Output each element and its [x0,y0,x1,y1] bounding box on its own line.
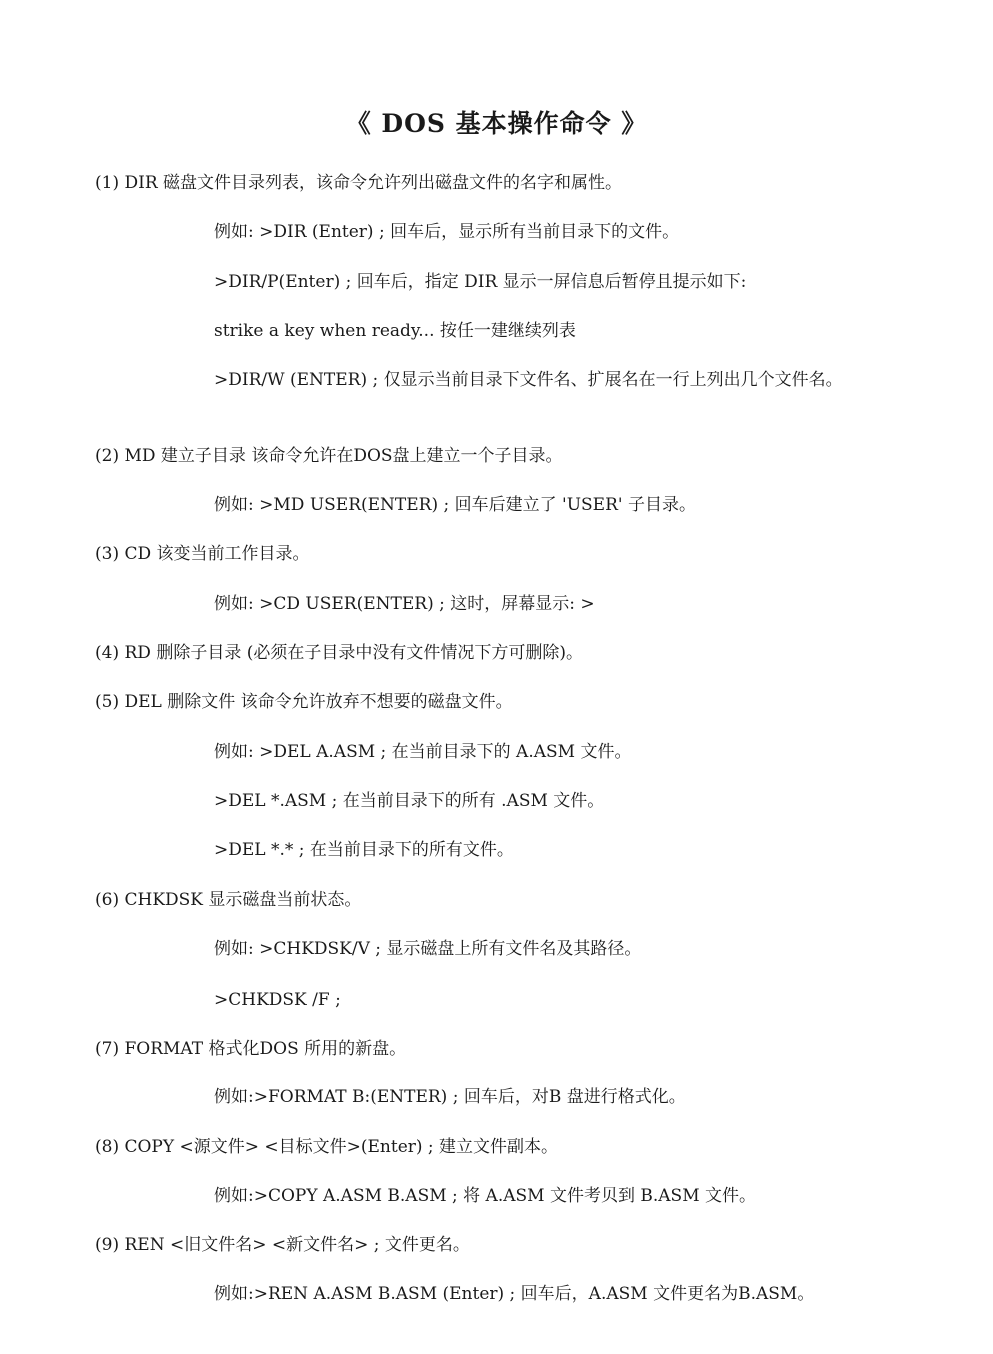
document-title: 《 DOS 基本操作命令 》 [345,109,648,138]
command-item-cd: (3) CD 该变当前工作目录。 [95,544,310,564]
example-line: strike a key when ready... 按任一建继续列表 [214,321,576,341]
command-item-copy: (8) COPY <源文件> <目标文件>(Enter) ; 建立文件副本。 [95,1137,559,1157]
example-line: >CHKDSK /F ; [214,990,341,1010]
example-line: >DIR/P(Enter) ; 回车后，指定 DIR 显示一屏信息后暂停且提示如下: [214,272,747,292]
example-line: 例如:>FORMAT B:(ENTER) ; 回车后，对B 盘进行格式化。 [214,1087,686,1107]
example-line: 例如: >CD USER(ENTER) ; 这时，屏幕显示: > [214,594,595,614]
example-line: >DEL *.ASM ; 在当前目录下的所有 .ASM 文件。 [214,791,605,811]
example-line: 例如:>COPY A.ASM B.ASM ; 将 A.ASM 文件考贝到 B.ASM 文件。 [214,1186,757,1206]
example-line: 例如: >MD USER(ENTER) ; 回车后建立了 'USER' 子目录。 [214,495,696,515]
example-line: >DEL *.* ; 在当前目录下的所有文件。 [214,840,514,860]
command-item-chkdsk: (6) CHKDSK 显示磁盘当前状态。 [95,890,362,910]
example-line: 例如: >DEL A.ASM ; 在当前目录下的 A.ASM 文件。 [214,742,632,762]
example-line: >DIR/W (ENTER) ; 仅显示当前目录下文件名、扩展名在一行上列出几个文件名。 [214,370,843,390]
command-item-rd: (4) RD 删除子目录 (必须在子目录中没有文件情况下方可删除)。 [95,643,583,663]
command-item-ren: (9) REN <旧文件名> <新文件名> ; 文件更名。 [95,1235,470,1255]
command-item-format: (7) FORMAT 格式化DOS 所用的新盘。 [95,1039,407,1059]
example-line: 例如: >CHKDSK/V ; 显示磁盘上所有文件名及其路径。 [214,939,642,959]
command-item-del: (5) DEL 删除文件 该命令允许放弃不想要的磁盘文件。 [95,692,513,712]
command-item-md: (2) MD 建立子目录 该命令允许在DOS盘上建立一个子目录。 [95,446,563,466]
example-line: 例如:>REN A.ASM B.ASM (Enter) ; 回车后，A.ASM 文件更名为B.ASM。 [214,1284,815,1304]
command-item-dir: (1) DIR 磁盘文件目录列表，该命令允许列出磁盘文件的名字和属性。 [95,173,623,193]
example-line: 例如: >DIR (Enter) ; 回车后，显示所有当前目录下的文件。 [214,222,680,242]
